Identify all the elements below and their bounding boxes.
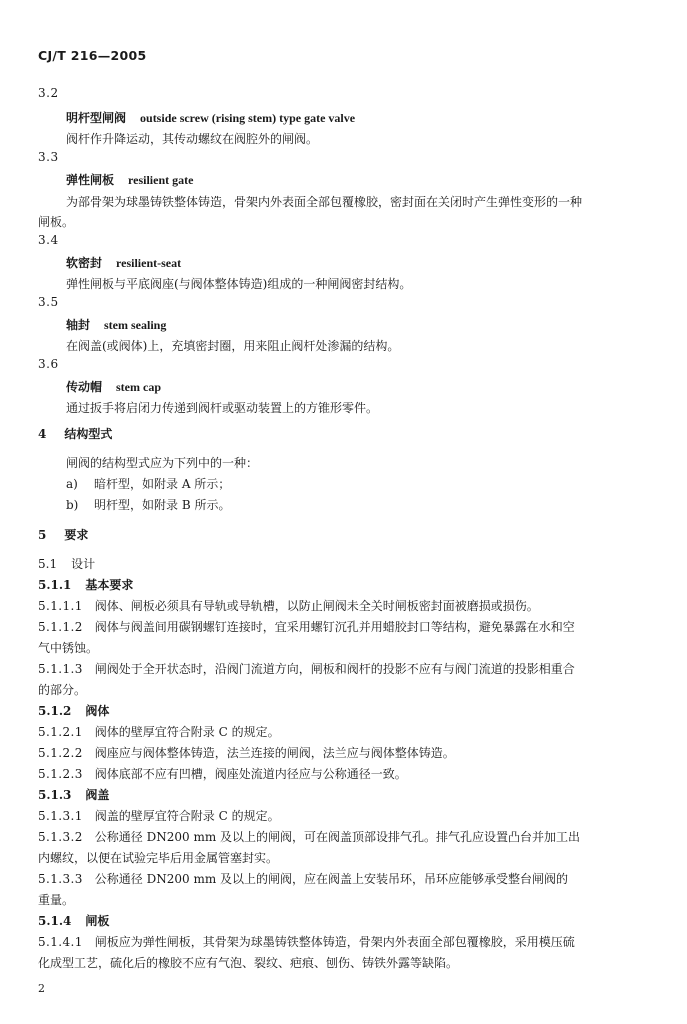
section-number: 5: [38, 528, 47, 542]
subsection-5-1: [38, 555, 95, 572]
clause-number: 5.1.3.3: [38, 872, 83, 886]
definition-term: [66, 378, 161, 395]
definition-term: [66, 171, 193, 188]
subsection-number: 5.1.3: [38, 788, 72, 802]
clause-text: 公称通径 DN200 mm 及以上的闸阀，可在阀盖顶部设排气孔。排气孔应设置凸台并加工出: [94, 830, 581, 844]
subsection-number: 5.1: [38, 557, 58, 571]
clause-text-cont: 重量。: [38, 893, 75, 907]
subsection-title: 阀盖: [85, 788, 110, 802]
clause-text: 闸板应为弹性闸板，其骨架为球墨铸铁整体铸造，骨架内外表面全部包覆橡胶，采用模压硫: [94, 935, 575, 949]
clause-5-1-1-1: [38, 597, 539, 614]
clause-text-cont: 内螺纹，以便在试验完毕后用金属管塞封实。: [38, 851, 279, 865]
clause-number: 5.1.1.2: [38, 620, 83, 634]
subsection-number: 5.1.2: [38, 704, 72, 718]
section-number: 4: [38, 427, 47, 441]
subsection-title: 阀体: [85, 704, 110, 718]
term-en: stem cap: [116, 380, 162, 394]
definition-term: [66, 109, 355, 126]
list-text: 暗杆型，如附录 A 所示；: [94, 477, 231, 491]
clause-number: 5.1.2.3: [38, 767, 83, 781]
clause-5-1-4-1: [38, 933, 575, 950]
subsection-title: 闸板: [85, 914, 110, 928]
clause-text: 阀体底部不应有凹槽，阀座处流道内径应与公称通径一致。: [94, 767, 407, 781]
clause-text: 阀座应与阀体整体铸造，法兰连接的闸阀，法兰应与阀体整体铸造。: [94, 746, 455, 760]
clause-5-1-3-2: [38, 828, 580, 845]
section-4-intro: 闸阀的结构型式应为下列中的一种：: [66, 456, 259, 470]
clause-number: 5.1.3.2: [38, 830, 83, 844]
page-number: 2: [38, 982, 45, 995]
term-en: resilient gate: [128, 173, 194, 187]
clause-number: 3.6: [38, 357, 59, 371]
term-zh: 弹性闸板: [66, 173, 115, 187]
section-title: 要求: [64, 528, 89, 542]
clause-number: 5.1.1.1: [38, 599, 83, 613]
clause-text-cont: 化成型工艺，硫化后的橡胶不应有气泡、裂纹、疤痕、刨伤、铸铁外露等缺陷。: [38, 956, 459, 970]
definition-desc: 阀杆作升降运动，其传动螺纹在阀腔外的闸阀。: [66, 132, 319, 146]
clause-text-cont: 的部分。: [38, 683, 87, 697]
clause-5-1-2-2: [38, 744, 455, 761]
clause-5-1-2-3: [38, 765, 407, 782]
definition-desc: 弹性闸板与平底阀座(与阀体整体铸造)组成的一种闸阀密封结构。: [66, 277, 412, 291]
subsection-number: 5.1.1: [38, 578, 72, 592]
clause-number: 5.1.3.1: [38, 809, 83, 823]
standard-code-header: CJ/T 216—2005: [38, 48, 147, 63]
clause-5-1-2-1: [38, 723, 280, 740]
term-en: outside screw (rising stem) type gate valve: [140, 111, 356, 125]
clause-5-1-1-2: [38, 618, 575, 635]
definition-term: [66, 254, 181, 271]
clause-number: 5.1.4.1: [38, 935, 83, 949]
term-zh: 明杆型闸阀: [66, 111, 127, 125]
list-text: 明杆型，如附录 B 所示。: [94, 498, 231, 512]
list-item: [66, 496, 230, 513]
term-zh: 轴封: [66, 318, 91, 332]
definition-term: [66, 316, 166, 333]
term-zh: 软密封: [66, 256, 103, 270]
term-zh: 传动帽: [66, 380, 103, 394]
section-title: 结构型式: [64, 427, 113, 441]
clause-number: 5.1.1.3: [38, 662, 83, 676]
list-item: [66, 475, 230, 492]
definition-desc: 通过扳手将启闭力传递到阀杆或驱动装置上的方锥形零件。: [66, 401, 379, 415]
clause-number: 3.2: [38, 86, 59, 100]
subsection-number: 5.1.4: [38, 914, 72, 928]
definition-desc: 在阀盖(或阀体)上，充填密封圈，用来阻止阀杆处渗漏的结构。: [66, 339, 400, 353]
clause-5-1-1-3: [38, 660, 575, 677]
subsection-title: 基本要求: [85, 578, 134, 592]
subsection-5-1-1: [38, 576, 133, 593]
clause-text: 阀体与阀盖间用碳钢螺钉连接时，宜采用螺钉沉孔并用蜡胶封口等结构，避免暴露在水和空: [94, 620, 575, 634]
clause-number: 3.3: [38, 150, 59, 164]
subsection-title: 设计: [71, 557, 96, 571]
section-4-heading: [38, 425, 112, 442]
subsection-5-1-2: [38, 702, 109, 719]
clause-5-1-3-3: [38, 870, 568, 887]
clause-number: 5.1.2.1: [38, 725, 83, 739]
clause-number: 3.5: [38, 295, 59, 309]
clause-text-cont: 气中锈蚀。: [38, 641, 99, 655]
clause-text: 公称通径 DN200 mm 及以上的闸阀，应在阀盖上安装吊环，吊环应能够承受整台闸阀的: [94, 872, 569, 886]
term-en: stem sealing: [104, 318, 167, 332]
subsection-5-1-4: [38, 912, 109, 929]
subsection-5-1-3: [38, 786, 109, 803]
definition-desc: 为部骨架为球墨铸铁整体铸造，骨架内外表面全部包覆橡胶，密封面在关闭时产生弹性变形的一种: [66, 195, 583, 209]
section-5-heading: [38, 526, 88, 543]
clause-text: 闸阀处于全开状态时，沿阀门流道方向，闸板和阀杆的投影不应有与阀门流道的投影相重合: [94, 662, 575, 676]
clause-number: 3.4: [38, 233, 59, 247]
clause-text: 阀体、闸板必须具有导轨或导轨槽，以防止闸阀未全关时闸板密封面被磨损或损伤。: [94, 599, 539, 613]
term-en: resilient-seat: [116, 256, 182, 270]
list-label: b): [66, 498, 79, 512]
list-label: a): [66, 477, 78, 491]
clause-text: 阀体的壁厚宜符合附录 C 的规定。: [94, 725, 280, 739]
clause-text: 阀盖的壁厚宜符合附录 C 的规定。: [94, 809, 280, 823]
clause-5-1-3-1: [38, 807, 280, 824]
definition-desc-cont: 闸板。: [38, 215, 75, 229]
clause-number: 5.1.2.2: [38, 746, 83, 760]
